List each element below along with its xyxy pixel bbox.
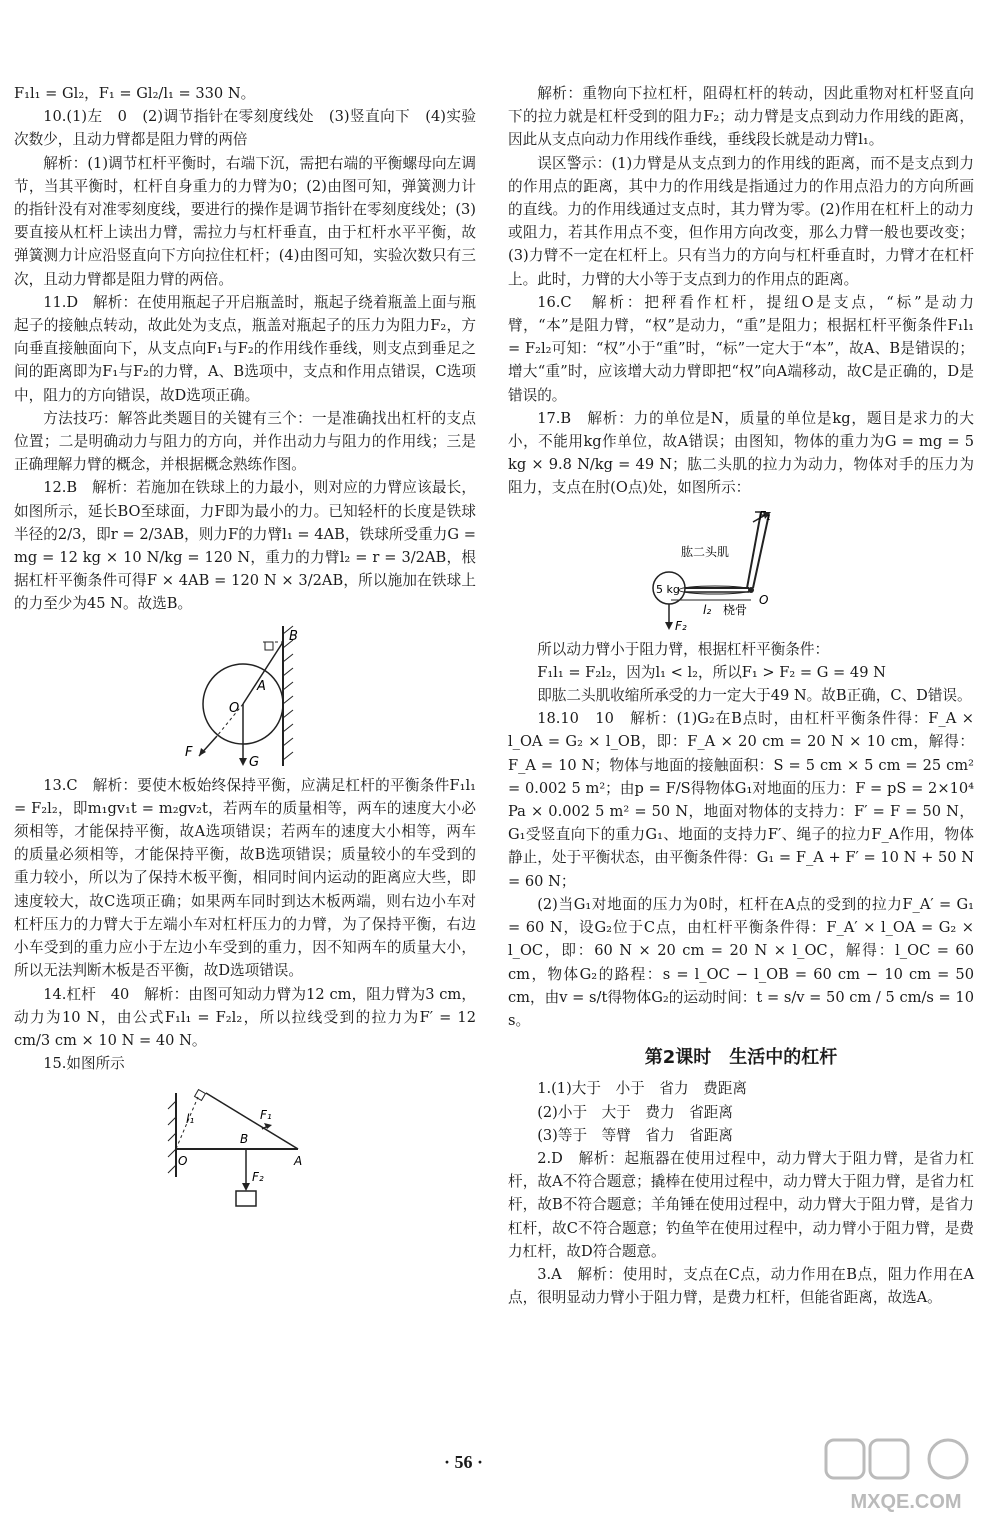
- answer-1-part3: (3)等于 等臂 省力 省距离: [537, 1126, 733, 1144]
- q14-answer: 14.杠杆 40 解析：由图可知动力臂为12 cm，阻力臂为3 cm，动力为10 N，由公式F₁l₁ = F₂l₂，所以拉线受到的拉力为F′ = 12 cm/3 cm × 10 N = 40 N。: [14, 985, 476, 1049]
- answer-1-part1: 1.(1)大于 小于 省力 费距离: [537, 1080, 747, 1098]
- q10-answer: 10.(1)左 0 (2)调节指针在零刻度线处 (3)竖直向下 (4)实验次数少，且动力臂都是阻力臂的两倍: [14, 108, 476, 149]
- answer-1-part2: (2)小于 大于 费力 省距离: [537, 1103, 733, 1121]
- q18-part1: 18.10 10 解析：(1)G₂在B点时，由杠杆平衡条件得：F_A × l_OA = G₂ × l_OB，即：F_A × 20 cm = 20 N × 10 cm，解得：F_A = 10 N；物体与地面的接触面积：S = 5 cm × 5 cm = 25 cm² = 0.002 5 m²；由p = F/S得物体G₁对地面的压力：F = pS = 2×10⁴ Pa × 0.002 5 m² = 50 N，地面对物体的支持力：F′ = F = 50 N，G₁受竖直向下的重力G₁、地面的支持力F′、绳子的拉力F_A作用，物体静止，处于平衡状态，由平衡条件得：G₁ = F_A + F′ = 10 N + 50 N = 60 N；: [508, 710, 974, 890]
- q17-continuation: 所以动力臂小于阻力臂，根据杠杆平衡条件：: [537, 640, 830, 658]
- q17-conclusion: 即肱二头肌收缩所承受的力一定大于49 N。故B正确，C、D错误。: [537, 687, 972, 705]
- fig12-label-b: B: [289, 628, 298, 644]
- fig17-label-f1: F₁: [759, 508, 771, 523]
- watermark-logo: [820, 1436, 992, 1514]
- fig15-label-f2: F₂: [252, 1170, 264, 1185]
- fig12-ball-lever-diagram: [165, 620, 325, 770]
- method-tip: 方法技巧：解答此类题目的关键有三个：一是准确找出杠杆的支点位置；二是明确动力与阻力的方向，并作出动力与阻力的作用线；三是正确理解力臂的概念，并根据概念熟练作图。: [14, 409, 476, 474]
- svg-text:MXQE.COM: MXQE.COM: [850, 1491, 962, 1513]
- q16-answer: 16.C 解析：把秤看作杠杆，提纽O是支点，“标”是动力臂，“本”是阻力臂，“权”是动力，“重”是阻力；根据杠杆平衡条件F₁l₁ = F₂l₂可知：“权”小于“重”时，“标”一定大于“本”，故A、B是错误的；增大“重”时，应该增大动力臂即把“权”向A端移动，故C是正确的，D是错误的。: [508, 293, 974, 404]
- fig15-label-b: B: [240, 1132, 249, 1147]
- fig12-label-g: G: [249, 754, 260, 770]
- misconception-warning: 误区警示：(1)力臂是从支点到力的作用线的距离，而不是支点到力的作用点的距离，其中力的作用线是指通过力的作用点沿力的方向所画的直线。力的作用线通过支点时，其力臂为零。(2)作用在杠杆上的动力或阻力，若其作用点不变，但作用方向改变，那么力臂一般也要改变；(3)力臂不一定在杠杆上。只有当力的方向与杠杆垂直时，力臂才在杠杆上。此时，力臂的大小等于支点到力的作用点的距离。: [508, 154, 974, 288]
- fig17-arm-diagram: [641, 504, 841, 634]
- page-number: · 56 ·: [444, 1452, 484, 1472]
- q18-part2: (2)当G₁对地面的压力为0时，杠杆在A点的受到的拉力F_A′ = G₁ = 60 N，设G₂位于C点，由杠杆平衡条件得：F_A′ × l_OA = G₂ × l_OC，即：60 N × 20 cm = 20 N × l_OC，解得：l_OC = 60 cm，物体G₂的路程：s = l_OC − l_OB = 60 cm − 10 cm = 50 cm，由v = s/t得物体G₂的运动时间：t = s/v = 50 cm / 5 cm/s = 10 s。: [508, 895, 974, 1029]
- fig15-label-l1: l₁: [186, 1112, 195, 1127]
- q15-answer: 15.如图所示: [43, 1055, 125, 1073]
- answer-3: 3.A 解析：使用时，支点在C点，动力作用在B点，阻力作用在A点，很明显动力臂小于阻力臂，是费力杠杆，但能省距离，故选A。: [508, 1265, 974, 1307]
- q12-answer: 12.B 解析：若施加在铁球上的力最小，则对应的力臂应该最长，如图所示，延长BO至球面，力F即为最小的力。已知轻杆的长度是铁球半径的2/3，即r = 2/3AB，则力F的力臂l₁ = 4AB，铁球所受重力G = mg = 12 kg × 10 N/kg = 120 N，重力的力臂l₂ = r = 3/2AB，根据杠杆平衡条件可得F × 4AB = 120 N × 3/2AB，所以施加在铁球上的力至少为45 N。故选B。: [14, 479, 476, 613]
- right-column: [508, 82, 974, 1309]
- fig15-label-f1: F₁: [260, 1108, 272, 1123]
- fig17-label-radius: 桡骨: [723, 602, 748, 617]
- fig17-label-l2: l₂: [703, 602, 712, 617]
- fig12-label-f: F: [185, 744, 193, 760]
- fig15-lever-diagram: [160, 1079, 330, 1209]
- formula-line: F₁l₁ = Gl₂，F₁ = Gl₂/l₁ = 330 N。: [14, 85, 256, 102]
- fig17-label-biceps: 肱二头肌: [681, 544, 730, 559]
- fig17-label-o: O: [759, 592, 769, 607]
- q17-answer: 17.B 解析：力的单位是N，质量的单位是kg，题目是求力的大小，不能用kg作单位，故A错误；由图知，物体的重力为G = mg = 5 kg × 9.8 N/kg = 49 N；肱二头肌的拉力为动力，物体对手的压力为阻力，支点在肘(O点)处，如图所示：: [508, 409, 974, 497]
- q15-analysis: 解析：重物向下拉杠杆，阻碍杠杆的转动，因此重物对杠杆竖直向下的拉力就是杠杆受到的阻力F₂；动力臂是支点到动力作用线的距离，因此从支点向动力作用线作垂线，垂线段长就是动力臂l₁。: [508, 85, 974, 149]
- q10-analysis: 解析：(1)调节杠杆平衡时，右端下沉，需把右端的平衡螺母向左调节，当其平衡时，杠杆自身重力的力臂为0；(2)由图可知，弹簧测力计的指针没有对准零刻度线，要进行的操作是调节指针在零刻度线处；(3)要直接从杠杆上读出力臂，需拉力与杠杆垂直，由于杠杆水平平衡，故弹簧测力计应沿竖直向下方向拉住杠杆；(4)由图可知，实验次数只有三次，且动力臂都是阻力臂的两倍。: [14, 154, 476, 288]
- fig15-label-o: O: [178, 1154, 188, 1169]
- left-column: [14, 82, 476, 1213]
- fig12-label-a: A: [257, 678, 266, 694]
- answer-2: 2.D 解析：起瓶器在使用过程中，动力臂大于阻力臂，是省力杠杆，故A不符合题意；撬棒在使用过程中，动力臂大于阻力臂，是省力杠杆，故B不符合题意；羊角锤在使用过程中，动力臂大于阻力臂，是省力杠杆，故C不符合题意；钓鱼竿在使用过程中，动力臂小于阻力臂，是费力杠杆，故D符合题意。: [508, 1149, 974, 1260]
- fig15-label-a: A: [294, 1154, 303, 1169]
- fig12-label-o: O: [229, 700, 240, 716]
- section-title: 第2课时 生活中的杠杆: [644, 1047, 838, 1069]
- q11-answer: 11.D 解析：在使用瓶起子开启瓶盖时，瓶起子绕着瓶盖上面与瓶起子的接触点转动，故此处为支点，瓶盖对瓶起子的压力为阻力F₂，方向垂直接触面向下，从支点向F₁与F₂的作用线作垂线，则支点到垂足之间的距离即为F₁与F₂的力臂，A、B选项中，支点和作用点错误，C选项中，阻力的方向错误，故D选项正确。: [14, 293, 476, 404]
- fig17-label-f2: F₂: [675, 618, 687, 633]
- q17-formula: F₁l₁ = F₂l₂，因为l₁ < l₂，所以F₁ > F₂ = G = 49 N: [537, 663, 886, 681]
- fig17-label-mass: 5 kg: [656, 582, 680, 596]
- q13-answer: 13.C 解析：要使木板始终保持平衡，应满足杠杆的平衡条件F₁l₁ = F₂l₂，即m₁gv₁t = m₂gv₂t，若两车的质量相等，两车的速度大小必须相等，才能保持平衡，故A选项错误；若两车的速度大小相等，两车的质量必须相等，才能保持平衡，故B选项错误；质量较小的车受到的重力较小，所以为了保持木板平衡，相同时间内运动的距离应大些，即速度较大，故C选项正确；如果两车同时到达木板两端，则右边小车对杠杆压力的力臂大于左端小车对杠杆压力的力臂，为了保持平衡，右边小车受到的重力应小于左边小车受到的重力，因不知两车的质量大小，所以无法判断木板是否平衡，故D选项错误。: [14, 776, 476, 980]
